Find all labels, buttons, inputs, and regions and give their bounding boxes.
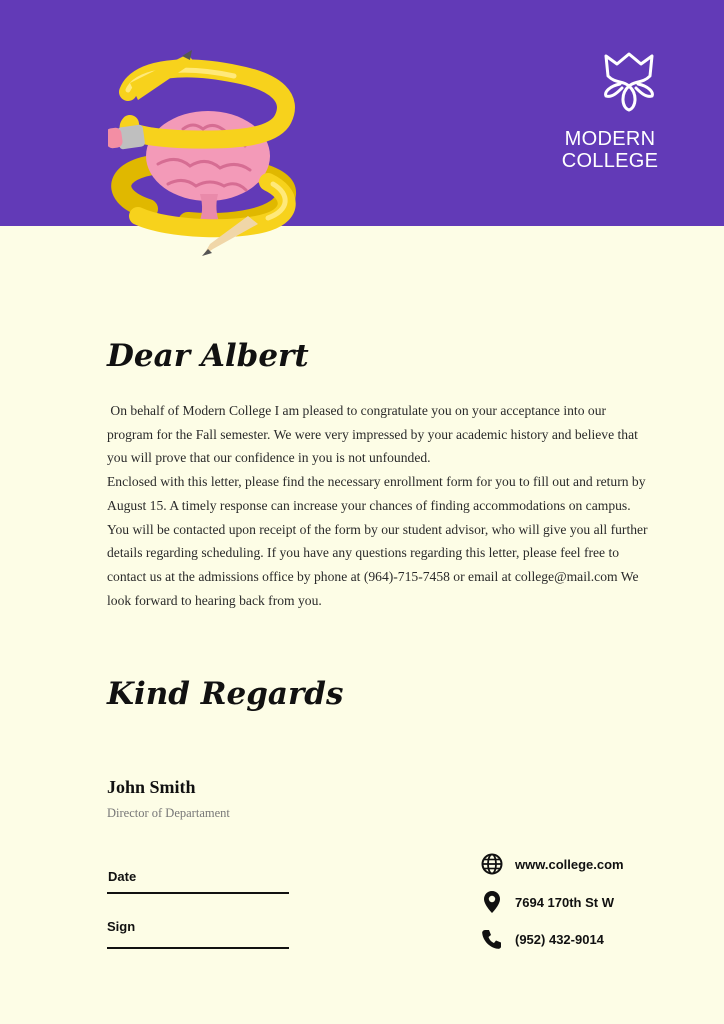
globe-icon xyxy=(480,852,504,876)
date-field-line[interactable] xyxy=(107,892,289,894)
letter-closing: Kind Regards xyxy=(107,676,344,712)
signer-title: Director of Departament xyxy=(107,806,230,820)
contact-phone xyxy=(480,927,604,951)
letter-greeting: Dear Albert xyxy=(107,338,309,374)
college-logo-text xyxy=(548,128,672,172)
contact-website xyxy=(480,852,624,876)
letter-body xyxy=(107,399,652,612)
header-banner xyxy=(0,0,724,226)
crown-flower-logo-icon xyxy=(600,50,658,114)
address-text: 7694 170th St W xyxy=(515,894,614,910)
map-pin-icon xyxy=(480,890,504,914)
letter-paragraph-1: On behalf of Modern College I am pleased to congratulate you on your acceptance into our program for the Fall semester. We were very impressed by your academic history and believe that you will prove that our confidence in you is not unfounded. xyxy=(107,403,642,466)
logo-line-2: COLLEGE xyxy=(561,150,659,172)
phone-icon xyxy=(480,927,504,951)
sign-field-line[interactable] xyxy=(107,947,289,949)
letter-paragraph-2: Enclosed with this letter, please find the necessary enrollment form for you to fill out and return by August 15. A timely response can increase your chances of finding accommodations on campus. You will be contacted upon receipt of the form by our student advisor, who will give you all further details regarding scheduling. If you have any questions regarding this letter, please feel free to contact us at the admissions office by phone at (964)-715-7458 or email at college@mail.com We look forward to hearing back from you. xyxy=(107,474,648,608)
website-text[interactable]: www.college.com xyxy=(515,856,624,872)
contact-address xyxy=(480,890,614,914)
signer-name: John Smith xyxy=(107,777,196,797)
logo-line-1: MODERN xyxy=(564,128,656,150)
sign-field-label: Sign xyxy=(107,919,136,934)
date-field-label: Date xyxy=(108,869,137,884)
brain-pencil-illustration xyxy=(108,44,308,259)
phone-text[interactable]: (952) 432-9014 xyxy=(515,931,604,947)
